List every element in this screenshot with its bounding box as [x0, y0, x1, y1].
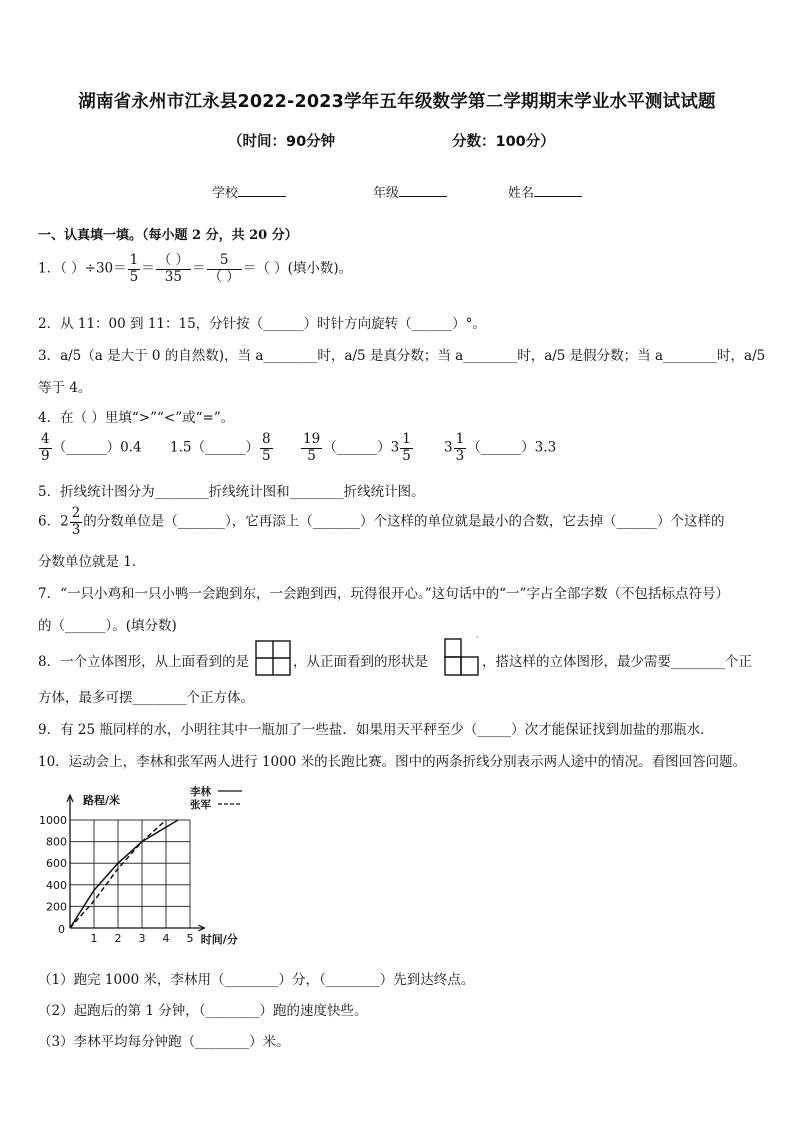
x-tick-label: 1 — [90, 932, 98, 945]
q1-fraction-1: $\frac{1}{5}$ — [129, 252, 139, 285]
name-field[interactable] — [508, 182, 582, 201]
y-tick-label: 1000 — [39, 814, 67, 827]
name-label: 姓名 — [508, 186, 535, 201]
x-tick-label: 3 — [138, 932, 146, 945]
question-3-line1: 3．a/5（a 是大于 0 的自然数)，当 a________时，a/5 是真分数；当 a________时，a/5 是假分数；当 a________时，a/5 — [38, 348, 766, 364]
front-view-figure — [444, 636, 480, 676]
grade-label: 年级 — [373, 186, 400, 201]
legend-label-1: 李林 — [190, 786, 211, 798]
question-9: 9．有 25 瓶同样的水，小明往其中一瓶加了一些盐．如果用天平秤至少（_____）次才能保证找到加盐的那瓶水． — [38, 722, 714, 738]
question-10: 10．运动会上，李林和张军两人进行 1000 米的长跑比赛。图中的两条折线分别表示两人途中的情况。看图回答问题。 — [38, 754, 747, 770]
question-3-line2: 等于 4。 — [38, 380, 92, 396]
school-label: 学校 — [212, 186, 239, 201]
q4-item-b: 1.5（______） $\frac{8}{5}$ — [170, 431, 271, 464]
school-blank[interactable] — [238, 183, 286, 197]
top-view-figure — [255, 640, 291, 676]
q1-number: 1． — [38, 260, 61, 277]
y-tick-label: 600 — [46, 857, 67, 871]
question-8-line2: 方体，最多可摆________个正方体。 — [38, 690, 254, 706]
score-label: 分数：100分） — [452, 134, 555, 150]
name-blank[interactable] — [534, 183, 582, 197]
x-tick-label: 2 — [114, 932, 122, 945]
time-label: （时间：90分钟 — [228, 134, 336, 150]
question-4: 4．在（ ）里填“>”“<”或“=”。 — [38, 410, 235, 426]
q10-sub2: （2）起跑后的第 1 分钟，（________）跑的速度快些。 — [38, 1003, 368, 1019]
question-6-line1: 6．2 $\frac{2}{3}$ 的分数单位是（_______），它再添上（_______）个这样的单位就是最小的合数，它去掉（______）个这样的 — [38, 505, 725, 538]
school-field[interactable] — [212, 182, 286, 201]
q1-lead: （ ）÷30＝ — [60, 260, 127, 277]
origin-label: 0 — [58, 923, 65, 936]
q4-item-c: $\frac{19}{5}$ （______）3 $\frac{1}{5}$ — [303, 431, 411, 464]
x-tick-label: 5 — [186, 932, 194, 945]
y-tick-label: 200 — [46, 900, 67, 914]
question-1: 1．（ ）÷30＝ $\frac{1}{5}$ ＝ $\frac{( )}{35}$ ＝ $\frac{5}{( )}$ ＝（ ）(填小数)。 — [38, 252, 353, 285]
q10-sub3: （3）李林平均每分钟跑（________）米。 — [38, 1034, 290, 1050]
x-tick-label: 4 — [162, 932, 170, 945]
legend-label-2: 张军 — [190, 799, 211, 811]
question-8-part3: ，搭这样的立体图形，最少需要________个正 — [482, 654, 752, 670]
q4-item-a: $\frac{4}{9}$ （______）0.4 — [41, 431, 142, 464]
question-7-line2: 的（______）。(填分数) — [38, 618, 177, 634]
y-tick-label: 800 — [46, 835, 67, 849]
q1-tail: ＝（ ）(填小数)。 — [242, 260, 353, 277]
distance-time-chart — [30, 782, 270, 952]
q4-item-d: 3 $\frac{1}{3}$ （______）3.3 — [444, 431, 557, 464]
grade-blank[interactable] — [399, 183, 447, 197]
question-7-line1: 7．“一只小鸡和一只小鸭一会跑到东，一会跑到西，玩得很开心。”这句话中的“一”字占全部字数（不包括标点符号） — [38, 586, 729, 602]
question-2: 2．从 11：00 到 11：15，分针按（______）时针方向旋转（______）°。 — [38, 316, 486, 332]
q1-fraction-2: $\frac{( )}{35}$ — [157, 252, 190, 285]
question-8-part1: 8．一个立体图形，从上面看到的是 — [38, 654, 250, 670]
section-heading: 一、认真填一填。（每小题 2 分，共 20 分） — [38, 228, 298, 243]
grade-field[interactable] — [373, 182, 447, 201]
x-axis-label: 时间/分 — [200, 933, 238, 946]
y-tick-label: 400 — [46, 878, 67, 892]
page-title: 湖南省永州市江永县2022-2023学年五年级数学第二学期期末学业水平测试试题 — [78, 92, 716, 112]
q10-sub1: （1）跑完 1000 米，李林用（________）分，（________）先到达终点。 — [38, 972, 475, 988]
series-line-1 — [70, 820, 178, 928]
q1-fraction-3: $\frac{5}{( )}$ — [208, 252, 240, 285]
question-6-line2: 分数单位就是 1． — [38, 554, 146, 570]
question-5: 5．折线统计图分为________折线统计图和________折线统计图。 — [38, 484, 425, 500]
y-axis-label: 路程/米 — [83, 794, 121, 807]
question-8-part2: ，从正面看到的形状是 — [293, 654, 428, 670]
